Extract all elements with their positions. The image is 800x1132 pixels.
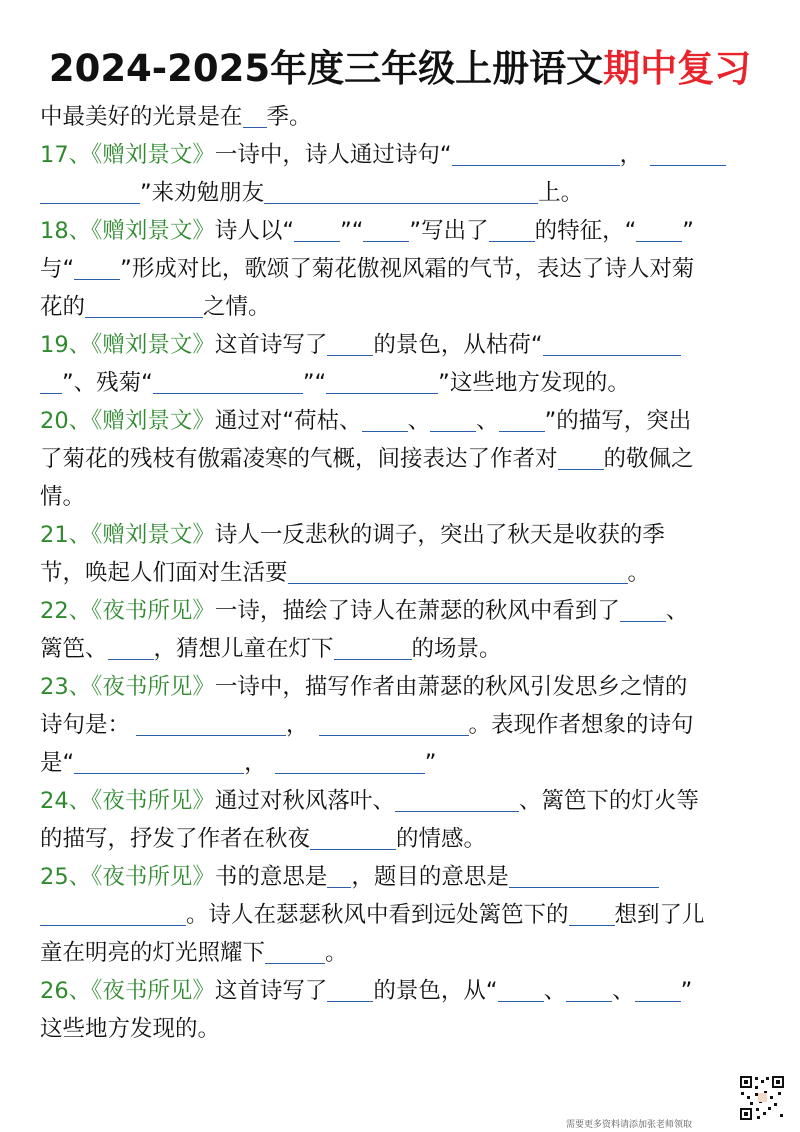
question-number: 26、	[40, 978, 92, 1004]
question-number: 20、	[40, 408, 92, 434]
text-segment: ”的描写，突出	[544, 408, 692, 434]
answer-blank[interactable]	[334, 633, 412, 660]
text-segment: 的场景。	[411, 636, 502, 662]
text-segment: 、	[665, 598, 689, 624]
answer-blank[interactable]	[395, 785, 519, 812]
book-title: 《夜书所见》	[91, 978, 215, 1004]
text-segment: 。表现作者想象的诗句	[468, 712, 694, 738]
answer-blank[interactable]	[136, 709, 286, 736]
text-segment: ”写出了	[409, 218, 489, 244]
answer-blank[interactable]	[650, 139, 726, 166]
text-segment: 、	[407, 408, 431, 434]
text-segment: ”	[424, 750, 437, 776]
answer-blank[interactable]	[569, 899, 615, 926]
answer-blank[interactable]	[327, 975, 373, 1002]
text-segment: 花的	[40, 294, 86, 320]
answer-blank[interactable]	[74, 253, 120, 280]
text-segment: 的特征，“	[534, 218, 637, 244]
question-line	[40, 98, 764, 136]
qr-code-icon	[738, 1074, 786, 1122]
text-segment: ”“	[340, 218, 364, 244]
answer-blank[interactable]	[265, 937, 325, 964]
answer-blank[interactable]	[108, 633, 154, 660]
question-24	[40, 782, 764, 820]
book-title: 《夜书所见》	[91, 674, 215, 700]
question-line	[40, 706, 764, 744]
text-segment: 一诗中，诗人通过诗句“	[214, 142, 452, 168]
text-segment: 童在明亮的灯光照耀下	[40, 940, 266, 966]
question-18	[40, 212, 764, 250]
text-segment: ，猜想儿童在灯下	[153, 636, 334, 662]
question-21	[40, 516, 764, 554]
text-segment: 诗人一反悲秋的调子，突出了秋天是收获的季	[214, 522, 665, 548]
answer-blank[interactable]	[635, 975, 681, 1002]
text-segment: 这首诗写了	[214, 978, 328, 1004]
book-title: 《夜书所见》	[91, 788, 215, 814]
book-title: 《赠刘景文》	[91, 142, 215, 168]
answer-blank[interactable]	[326, 367, 438, 394]
answer-blank[interactable]	[620, 595, 666, 622]
question-list	[40, 98, 764, 1048]
question-number: 25、	[40, 864, 92, 890]
answer-blank[interactable]	[153, 367, 303, 394]
question-line	[40, 744, 764, 782]
text-segment: 一诗，描绘了诗人在萧瑟的秋风中看到了	[214, 598, 620, 624]
question-line	[40, 820, 764, 858]
text-segment: ，	[244, 750, 267, 776]
question-19	[40, 326, 764, 364]
answer-blank[interactable]	[288, 557, 628, 584]
answer-blank[interactable]	[636, 215, 682, 242]
text-segment: ”、残菊“	[62, 370, 153, 396]
text-segment: 了菊花的残枝有傲霜凌寒的气概，间接表达了作者对	[40, 446, 558, 472]
answer-blank[interactable]	[319, 709, 469, 736]
answer-blank[interactable]	[327, 861, 351, 888]
title-main: 2024-2025年度三年级上册语文	[48, 47, 604, 90]
text-segment: 。诗人在瑟瑟秋风中看到远处篱笆下的	[186, 902, 569, 928]
question-25	[40, 858, 764, 896]
text-segment: 情。	[40, 484, 86, 510]
text-segment: 节，唤起人们面对生活要	[40, 560, 288, 586]
text-segment: ”	[680, 978, 693, 1004]
text-segment: ”形成对比，歌颂了菊花傲视风霜的气节，表达了诗人对菊	[120, 256, 695, 282]
answer-blank[interactable]	[310, 823, 396, 850]
text-segment: ”“	[302, 370, 327, 396]
question-number: 21、	[40, 522, 92, 548]
answer-blank[interactable]	[264, 177, 538, 204]
book-title: 《赠刘景文》	[91, 332, 215, 358]
question-line	[40, 1010, 764, 1048]
page-title	[0, 44, 800, 94]
book-title: 《赠刘景文》	[91, 522, 215, 548]
question-line	[40, 896, 764, 934]
text-segment: 的景色，从“	[373, 978, 498, 1004]
text-segment: ，题目的意思是	[351, 864, 509, 890]
answer-blank[interactable]	[363, 215, 409, 242]
question-line	[40, 554, 764, 592]
text-segment: 的情感。	[396, 826, 487, 852]
answer-blank[interactable]	[294, 215, 340, 242]
text-segment: 这些地方发现的。	[40, 1016, 221, 1042]
answer-blank[interactable]	[509, 861, 659, 888]
question-line	[40, 440, 764, 478]
question-number: 19、	[40, 332, 92, 358]
text-segment: 、	[476, 408, 499, 434]
text-segment: 与“	[40, 256, 75, 282]
question-20	[40, 402, 764, 440]
question-line	[40, 478, 764, 516]
answer-blank[interactable]	[452, 139, 620, 166]
book-title: 《赠刘景文》	[91, 408, 215, 434]
answer-blank[interactable]	[558, 443, 604, 470]
question-line	[40, 364, 764, 402]
question-line	[40, 250, 764, 288]
text-segment: 季。	[266, 104, 312, 130]
text-segment: 是“	[40, 750, 75, 776]
answer-blank[interactable]	[243, 101, 267, 128]
text-segment: 的敬佩之	[603, 446, 694, 472]
question-number: 18、	[40, 218, 92, 244]
text-segment: 诗人以“	[214, 218, 295, 244]
book-title: 《赠刘景文》	[91, 218, 215, 244]
answer-blank[interactable]	[362, 405, 408, 432]
question-number: 23、	[40, 674, 92, 700]
answer-blank[interactable]	[566, 975, 612, 1002]
text-segment: 篱笆、	[40, 636, 108, 662]
text-segment: 诗句是：	[40, 712, 131, 738]
question-17	[40, 136, 764, 174]
question-line	[40, 630, 764, 668]
question-23	[40, 668, 764, 706]
answer-blank[interactable]	[275, 747, 425, 774]
text-segment: 上。	[538, 180, 584, 206]
answer-blank[interactable]	[489, 215, 535, 242]
text-segment: 中最美好的光景是在	[40, 104, 243, 130]
text-segment: 一诗中，描写作者由萧瑟的秋风引发思乡之情的	[214, 674, 688, 700]
text-segment: 、	[543, 978, 567, 1004]
text-segment: ”这些地方发现的。	[438, 370, 630, 396]
answer-blank[interactable]	[85, 291, 203, 318]
question-line	[40, 934, 764, 972]
answer-blank[interactable]	[543, 329, 681, 356]
answer-blank[interactable]	[40, 899, 186, 926]
text-segment: 、篱笆下的灯火等	[518, 788, 699, 814]
answer-blank[interactable]	[499, 405, 545, 432]
book-title: 《夜书所见》	[91, 864, 215, 890]
text-segment: 书的意思是	[214, 864, 328, 890]
text-segment: 之情。	[203, 294, 271, 320]
answer-blank[interactable]	[498, 975, 544, 1002]
answer-blank[interactable]	[40, 367, 62, 394]
text-segment: 。	[627, 560, 651, 586]
footer-note: 需要更多资料请添加张老师领取	[566, 1120, 693, 1130]
text-segment: 通过对秋风落叶、	[214, 788, 395, 814]
question-26	[40, 972, 764, 1010]
text-segment: ，	[286, 712, 309, 738]
text-segment: 、	[612, 978, 635, 1004]
question-22	[40, 592, 764, 630]
text-segment: 。	[325, 940, 348, 966]
question-line	[40, 174, 764, 212]
answer-blank[interactable]	[40, 177, 140, 204]
text-segment: ”来劝勉朋友	[140, 180, 265, 206]
text-segment: 的景色，从枯荷“	[373, 332, 543, 358]
text-segment: 想到了儿	[614, 902, 705, 928]
question-number: 17、	[40, 142, 92, 168]
answer-blank[interactable]	[327, 329, 373, 356]
question-line	[40, 288, 764, 326]
title-highlight: 期中复习	[603, 47, 752, 90]
book-title: 《夜书所见》	[91, 598, 215, 624]
text-segment: ”	[682, 218, 694, 244]
question-number: 24、	[40, 788, 92, 814]
text-segment: 这首诗写了	[214, 332, 328, 358]
question-number: 22、	[40, 598, 92, 624]
answer-blank[interactable]	[430, 405, 476, 432]
text-segment: ，	[619, 142, 643, 168]
text-segment: 通过对“荷枯、	[214, 408, 362, 434]
answer-blank[interactable]	[74, 747, 244, 774]
text-segment: 的描写，抒发了作者在秋夜	[40, 826, 311, 852]
